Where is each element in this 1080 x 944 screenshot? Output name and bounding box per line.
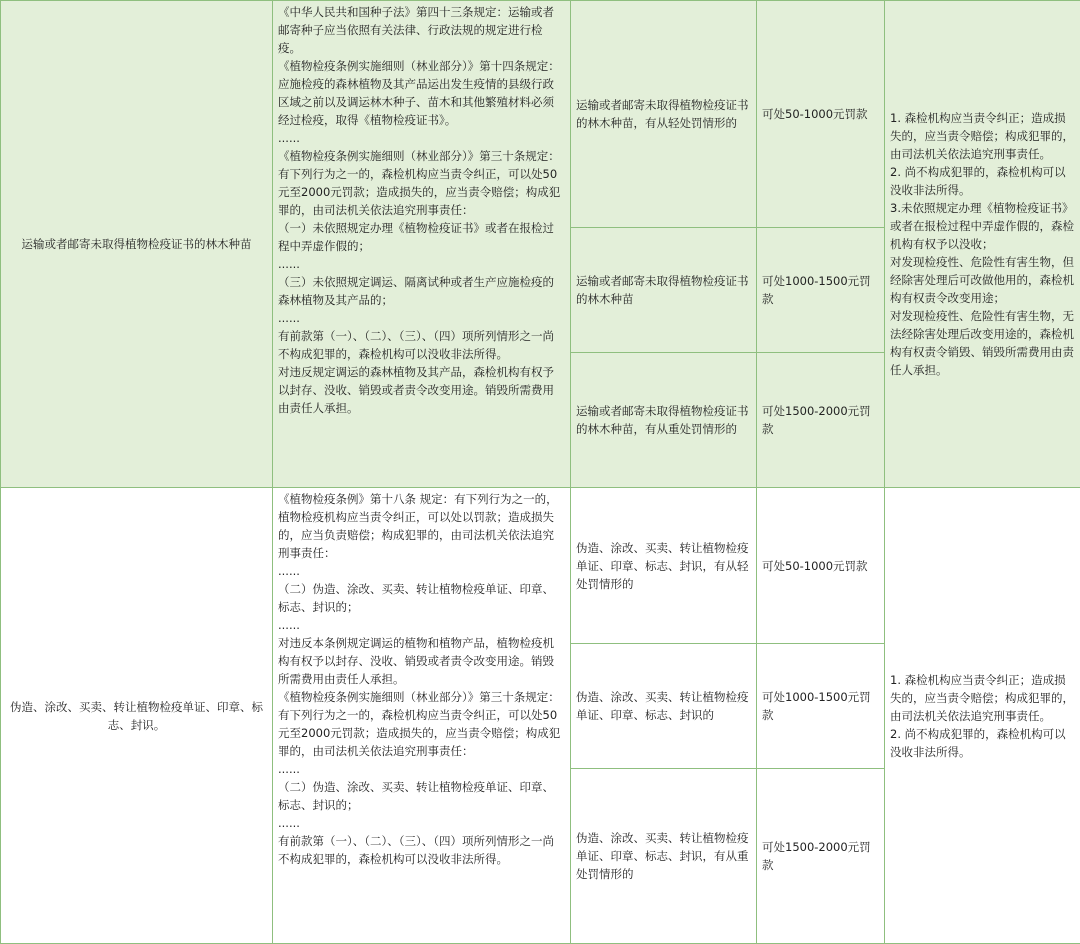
- circumstance-cell: 运输或者邮寄未取得植物检疫证书的林木种苗: [571, 228, 757, 353]
- circumstance-cell: 伪造、涂改、买卖、转让植物检疫单证、印章、标志、封识的: [571, 644, 757, 769]
- measure-line: 1. 森检机构应当责令纠正；造成损失的，应当责令赔偿；构成犯罪的，由司法机关依法追究刑事责任。: [890, 109, 1075, 163]
- legal-basis-line: 《植物检疫条例实施细则（林业部分）》第十四条规定：应施检疫的森林植物及其产品运出发生疫情的县级行政区域之前以及调运林木种子、苗木和其他繁殖材料必须经过检疫，取得《植物检疫证书》。: [278, 57, 565, 129]
- legal-basis-line: ......: [278, 616, 565, 634]
- legal-basis-line: ......: [278, 309, 565, 327]
- violation-cell: 运输或者邮寄未取得植物检疫证书的林木种苗: [1, 1, 273, 488]
- other-measures-cell: [885, 488, 1080, 944]
- table-row: [1, 1, 1080, 228]
- legal-basis-line: （三）未依照规定调运、隔离试种或者生产应施检疫的森林植物及其产品的；: [278, 273, 565, 309]
- legal-basis-line: 《植物检疫条例实施细则（林业部分）》第三十条规定：有下列行为之一的，森检机构应当责令纠正，可以处50元至2000元罚款；造成损失的，应当责令赔偿；构成犯罪的，由司法机关依法追究刑事责任：: [278, 688, 565, 760]
- circumstance-cell: 伪造、涂改、买卖、转让植物检疫单证、印章、标志、封识，有从轻处罚情形的: [571, 488, 757, 644]
- table-row: [1, 488, 1080, 644]
- penalty-cell: 可处1000-1500元罚款: [757, 644, 885, 769]
- measure-line: 1. 森检机构应当责令纠正；造成损失的，应当责令赔偿；构成犯罪的，由司法机关依法追究刑事责任。: [890, 671, 1075, 725]
- legal-basis-line: ......: [278, 562, 565, 580]
- penalty-cell: 可处1000-1500元罚款: [757, 228, 885, 353]
- penalty-cell: 可处50-1000元罚款: [757, 488, 885, 644]
- measure-line: 3.未依照规定办理《植物检疫证书》或者在报检过程中弄虚作假的，森检机构有权予以没收；: [890, 199, 1075, 253]
- measure-line: 对发现检疫性、危险性有害生物，但经除害处理后可改做他用的，森检机构有权责令改变用途；: [890, 253, 1075, 307]
- penalty-cell: 可处1500-2000元罚款: [757, 769, 885, 944]
- measure-line: 2. 尚不构成犯罪的，森检机构可以没收非法所得。: [890, 163, 1075, 199]
- legal-basis-line: （二）伪造、涂改、买卖、转让植物检疫单证、印章、标志、封识的；: [278, 778, 565, 814]
- circumstance-cell: 运输或者邮寄未取得植物检疫证书的林木种苗，有从重处罚情形的: [571, 353, 757, 488]
- legal-basis-line: （二）伪造、涂改、买卖、转让植物检疫单证、印章、标志、封识的；: [278, 580, 565, 616]
- circumstance-cell: 伪造、涂改、买卖、转让植物检疫单证、印章、标志、封识，有从重处罚情形的: [571, 769, 757, 944]
- legal-basis-line: 《植物检疫条例实施细则（林业部分）》第三十条规定：有下列行为之一的，森检机构应当责令纠正，可以处50元至2000元罚款；造成损失的，应当责令赔偿；构成犯罪的，由司法机关依法追究刑事责任：: [278, 147, 565, 219]
- legal-basis-line: ......: [278, 255, 565, 273]
- legal-basis-cell: [273, 1, 571, 488]
- legal-basis-line: ......: [278, 129, 565, 147]
- legal-basis-line: （一）未依照规定办理《植物检疫证书》或者在报检过程中弄虚作假的；: [278, 219, 565, 255]
- legal-basis-line: 有前款第（一）、（二）、（三）、（四）项所列情形之一尚不构成犯罪的，森检机构可以没收非法所得。: [278, 832, 565, 868]
- penalty-cell: 可处1500-2000元罚款: [757, 353, 885, 488]
- penalty-cell: 可处50-1000元罚款: [757, 1, 885, 228]
- legal-basis-line: ......: [278, 760, 565, 778]
- legal-basis-line: 《中华人民共和国种子法》第四十三条规定：运输或者邮寄种子应当依照有关法律、行政法规的规定进行检疫。: [278, 3, 565, 57]
- violation-cell: 伪造、涂改、买卖、转让植物检疫单证、印章、标志、封识。: [1, 488, 273, 944]
- measure-line: 对发现检疫性、危险性有害生物，无法经除害处理后改变用途的，森检机构有权责令销毁、销毁所需费用由责任人承担。: [890, 307, 1075, 379]
- legal-basis-line: 有前款第（一）、（二）、（三）、（四）项所列情形之一尚不构成犯罪的，森检机构可以没收非法所得。: [278, 327, 565, 363]
- measure-line: 2. 尚不构成犯罪的，森检机构可以没收非法所得。: [890, 725, 1075, 761]
- legal-basis-line: 对违反规定调运的森林植物及其产品，森检机构有权予以封存、没收、销毁或者责令改变用途。销毁所需费用由责任人承担。: [278, 363, 565, 417]
- legal-basis-line: ......: [278, 814, 565, 832]
- other-measures-cell: [885, 1, 1080, 488]
- legal-basis-line: 《植物检疫条例》第十八条 规定：有下列行为之一的，植物检疫机构应当责令纠正，可以处以罚款；造成损失的，应当负责赔偿；构成犯罪的，由司法机关依法追究刑事责任：: [278, 490, 565, 562]
- legal-basis-line: 对违反本条例规定调运的植物和植物产品，植物检疫机构有权予以封存、没收、销毁或者责令改变用途。销毁所需费用由责任人承担。: [278, 634, 565, 688]
- circumstance-cell: 运输或者邮寄未取得植物检疫证书的林木种苗，有从轻处罚情形的: [571, 1, 757, 228]
- legal-basis-cell: [273, 488, 571, 944]
